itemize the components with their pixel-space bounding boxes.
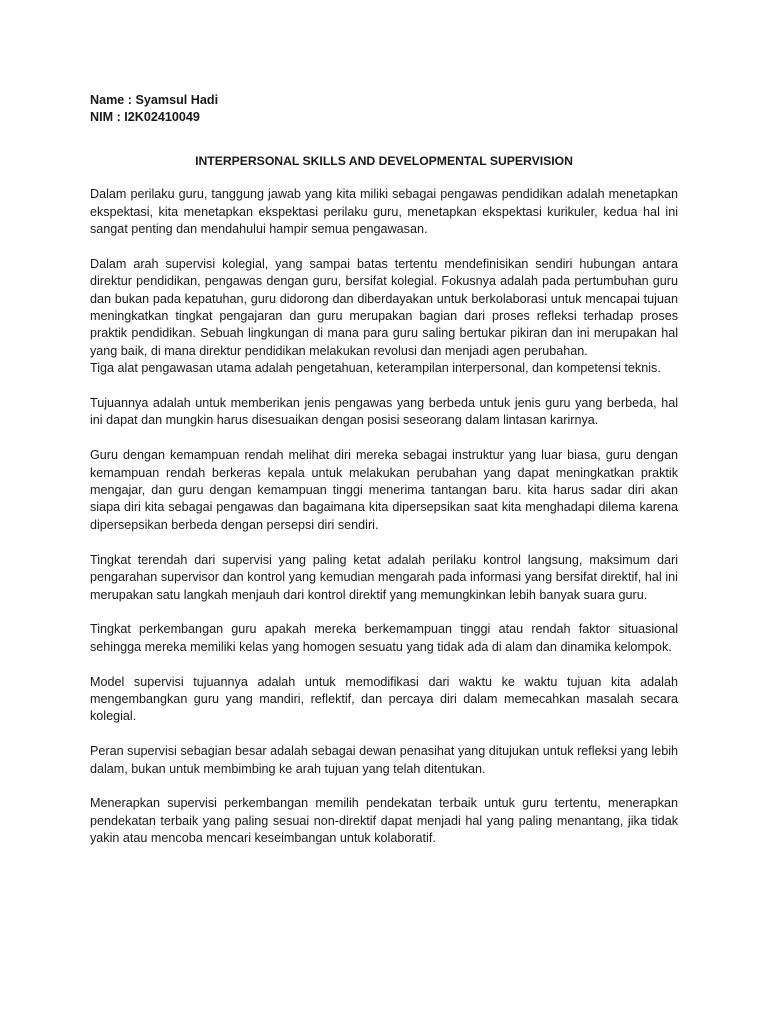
student-nim: NIM : I2K02410049 — [90, 110, 200, 125]
paragraph-2: Dalam arah supervisi kolegial, yang sampai batas tertentu mendefinisikan sendiri hubungan antara direktur pendidikan, pengawas dengan guru, bersifat kolegial. Fokusnya adalah pada pertumbuhan guru dan bukan pada kepatuhan, guru didorong dan diberdayakan untuk berkolaborasi untuk mencapai tujuan meningkatkan tingkat pengajaran dan guru merupakan bagian dari proses refleksi terhadap proses praktik pendidikan. Sebuah lingkungan di mana para guru saling bertukar pikiran dan ini merupakan hal yang baik, di mana direktur pendidikan melakukan revolusi dan menjadi agen perubahan. — [90, 256, 678, 358]
paragraph-6: Tingkat terendah dari supervisi yang paling ketat adalah perilaku kontrol langsung, maksimum dari pengarahan supervisor dan kontrol yang kemudian mengarah pada informasi yang bersifat direktif, hal ini merupakan satu langkah menjauh dari kontrol direktif yang memungkinkan lebih banyak suara guru. — [90, 552, 678, 602]
paragraph-3: Tiga alat pengawasan utama adalah pengetahuan, keterampilan interpersonal, dan kompetensi teknis. — [90, 361, 661, 376]
paragraph-9: Peran supervisi sebagian besar adalah sebagai dewan penasihat yang ditujukan untuk refleksi yang lebih dalam, bukan untuk membimbing ke arah tujuan yang telah ditentukan. — [90, 744, 678, 776]
paragraph-1: Dalam perilaku guru, tanggung jawab yang kita miliki sebagai pengawas pendidikan adalah menetapkan ekspektasi, kita menetapkan ekspektasi perilaku guru, menetapkan ekspektasi kurikuler, kedua hal ini sangat penting dan mendahului hampir semua pengawasan. — [90, 187, 678, 237]
paragraph-8: Model supervisi tujuannya adalah untuk memodifikasi dari waktu ke waktu tujuan kita adalah mengembangkan guru yang mandiri, reflektif, dan percaya diri dalam memecahkan masalah secara kolegial. — [90, 674, 678, 724]
paragraph-5: Guru dengan kemampuan rendah melihat diri mereka sebagai instruktur yang luar biasa, guru dengan kemampuan rendah berkeras kepala untuk melakukan perubahan yang dapat meningkatkan praktik mengajar, dan guru dengan kemampuan tinggi menerima tantangan baru. kita harus sadar diri akan siapa diri kita sebagai pengawas dan bagaimana kita dipersepsikan saat kita menghadapi dilema karena dipersepsikan berbeda dengan persepsi diri sendiri. — [90, 448, 678, 532]
paragraph-10: Menerapkan supervisi perkembangan memilih pendekatan terbaik untuk guru tertentu, menerapkan pendekatan terbaik yang paling sesuai non-direktif dapat menjadi hal yang paling menantang, jika tidak yakin atau mencoba mencari keseimbangan untuk kolaboratif. — [90, 796, 678, 846]
student-name: Name : Syamsul Hadi — [90, 93, 219, 107]
document-page — [90, 92, 678, 865]
paragraph-7: Tingkat perkembangan guru apakah mereka berkemampuan tinggi atau rendah faktor situasional sehingga mereka memiliki kelas yang homogen sesuatu yang tidak ada di alam dan dinamika kelompok. — [90, 622, 678, 654]
paragraph-4: Tujuannya adalah untuk memberikan jenis pengawas yang berbeda untuk jenis guru yang berbeda, hal ini dapat dan mungkin harus disesuaikan dengan posisi seseorang dalam lintasan karirnya. — [90, 396, 678, 428]
document-title: INTERPERSONAL SKILLS AND DEVELOPMENTAL SUPERVISION — [195, 153, 573, 168]
